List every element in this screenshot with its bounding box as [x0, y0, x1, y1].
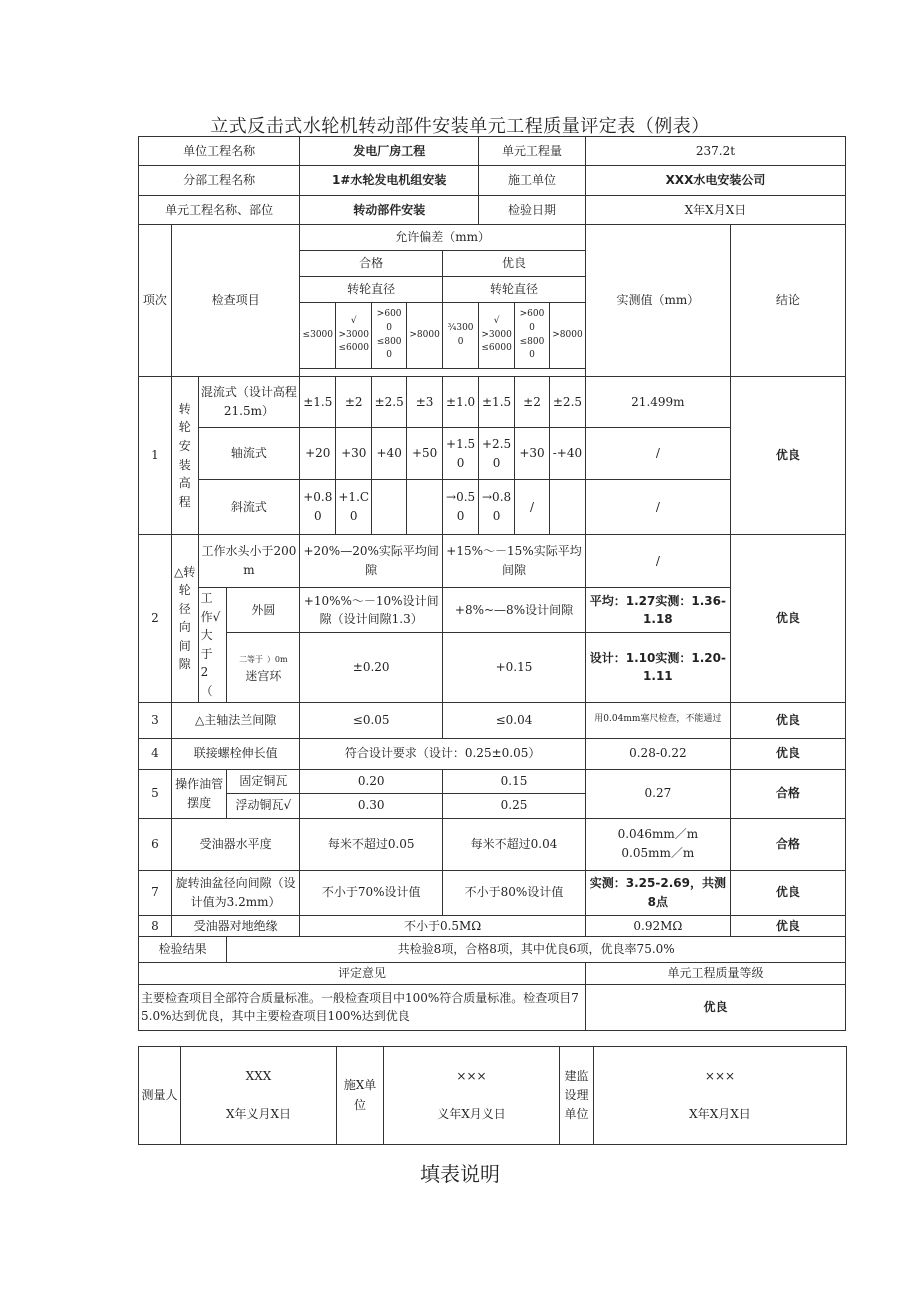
date-label: 检验日期	[479, 196, 586, 225]
r1-seq: 1	[139, 377, 172, 535]
r1b-q4: +50	[407, 428, 443, 480]
r2-labyrinth-measured: 设计：1.10实测：1.20-1.11	[585, 633, 730, 702]
contractor-signature: ××× 义年X月义日	[384, 1047, 560, 1145]
unit-project-value: 发电厂房工程	[300, 137, 479, 166]
r5-fixed-excellent: 0.15	[443, 769, 586, 793]
r7-name: 旋转油盆径向间隙（设计值为3.2mm）	[171, 870, 299, 915]
excellent-header: 优良	[443, 251, 586, 277]
contractor-value: XXX水电安装公司	[585, 166, 845, 196]
r1b-q3: +40	[372, 428, 407, 480]
r1b-e2: +2.50	[479, 428, 515, 480]
r7-qualified: 不小于70%设计值	[300, 870, 443, 915]
r2-labyrinth-excellent: +0.15	[443, 633, 586, 702]
opinion-text: 主要检查项目全部符合质量标准。一般检查项目中100%符合质量标准。检查项目75.0%达到优良，其中主要检查项目100%达到优良	[139, 984, 586, 1030]
r1c-e2: →0.80	[479, 480, 515, 535]
e-dia-4: >8000	[549, 303, 585, 369]
q-dia-4: >8000	[407, 303, 443, 369]
unit-project-label: 单位工程名称	[139, 137, 300, 166]
r1c-e4	[549, 480, 585, 535]
supervisor-sig-label: 建监设理单位	[560, 1047, 594, 1145]
r1-conclusion: 优良	[730, 377, 845, 535]
q-dia-1: ≤3000	[300, 303, 336, 369]
r2-outer-measured: 平均：1.27实测：1.36-1.18	[585, 588, 730, 633]
r5-fixed-qualified: 0.20	[300, 769, 443, 793]
r2-seq: 2	[139, 535, 172, 703]
r1a-e2: ±1.5	[479, 377, 515, 428]
r1-group: 转轮安装高程	[171, 377, 198, 535]
unit-quantity-label: 单元工程量	[479, 137, 586, 166]
footer-heading: 填表说明	[420, 1162, 500, 1186]
grade-value: 优良	[585, 984, 845, 1030]
r1c-q1: +0.80	[300, 480, 336, 535]
r1c-q3	[372, 480, 407, 535]
r5-fixed-name: 固定铜瓦	[227, 769, 300, 793]
r7-conclusion: 优良	[730, 870, 845, 915]
r6-conclusion: 合格	[730, 818, 845, 870]
r1b-e3: +30	[515, 428, 550, 480]
r4-name: 联接螺栓伸长值	[171, 738, 299, 769]
r2-sub-condition: 工作√ 大于 2 （	[198, 588, 227, 703]
r2-labyrinth-qualified: ±0.20	[300, 633, 443, 702]
r2-group: △转轮径向间隙	[171, 535, 198, 703]
r1c-measured: /	[585, 480, 730, 535]
r2-low-head-qualified: +20%—20%实际平均间隙	[300, 535, 443, 588]
e-dia-1: ¾3000	[443, 303, 479, 369]
e-dia-2: √ >3000 ≤6000	[479, 303, 515, 369]
allowed-deviation-header: 允许偏差（mm）	[300, 225, 586, 251]
r1b-measured: /	[585, 428, 730, 480]
r2-outer-qualified: +10%%～－10%设计间隙（设计间隙1.3）	[300, 588, 443, 633]
r1a-measured: 21.499m	[585, 377, 730, 428]
element-value: 转动部件安装	[300, 196, 479, 225]
r2-outer-excellent: +8%~—8%设计间隙	[443, 588, 586, 633]
r4-conclusion: 优良	[730, 738, 845, 769]
conclusion-header: 结论	[730, 225, 845, 377]
result-label: 检验结果	[139, 937, 227, 963]
opinion-label: 评定意见	[139, 963, 586, 985]
contractor-sig-label: 施X单位	[337, 1047, 384, 1145]
r3-excellent: ≤0.04	[443, 702, 586, 738]
r1c-q2: +1.C0	[336, 480, 372, 535]
result-value: 共检验8项，合格8项，其中优良6项，优良率75.0%	[227, 937, 846, 963]
qualified-runner-dia: 转轮直径	[300, 277, 443, 303]
r1a-e1: ±1.0	[443, 377, 479, 428]
signature-table	[138, 1046, 847, 1145]
q-dia-3: >6000 ≤8000	[372, 303, 407, 369]
r5-conclusion: 合格	[730, 769, 845, 818]
r7-excellent: 不小于80%设计值	[443, 870, 586, 915]
r7-seq: 7	[139, 870, 172, 915]
measured-header: 实测值（mm）	[585, 225, 730, 377]
r6-seq: 6	[139, 818, 172, 870]
r1b-e1: +1.50	[443, 428, 479, 480]
r1a-q2: ±2	[336, 377, 372, 428]
sub-project-value: 1#水轮发电机组安装	[300, 166, 479, 196]
r5-measured: 0.27	[585, 769, 730, 818]
r3-name: △主轴法兰间隙	[171, 702, 299, 738]
r8-conclusion: 优良	[730, 915, 845, 937]
r1-axial-flow: 轴流式	[198, 428, 300, 480]
r3-measured: 用0.04mm塞尺检查，不能通过	[585, 702, 730, 738]
r1a-q1: ±1.5	[300, 377, 336, 428]
r6-name: 受油器水平度	[171, 818, 299, 870]
measurer-label: 测量人	[139, 1047, 181, 1145]
r1a-e4: ±2.5	[549, 377, 585, 428]
form-title: 立式反击式水轮机转动部件安装单元工程质量评定表（例表）	[210, 116, 710, 137]
excellent-runner-dia: 转轮直径	[443, 277, 586, 303]
r4-measured: 0.28-0.22	[585, 738, 730, 769]
r5-group: 操作油管摆度	[171, 769, 226, 818]
r7-measured: 实测：3.25-2.69，共测8点	[585, 870, 730, 915]
r3-seq: 3	[139, 702, 172, 738]
r6-measured: 0.046mm／m 0.05mm／m	[585, 818, 730, 870]
sub-project-label: 分部工程名称	[139, 166, 300, 196]
e-dia-3: >6000 ≤8000	[515, 303, 550, 369]
grade-label: 单元工程质量等级	[585, 963, 845, 985]
r1b-e4: -+40	[549, 428, 585, 480]
r1a-q3: ±2.5	[372, 377, 407, 428]
r5-floating-name: 浮动铜瓦√	[227, 793, 300, 818]
item-header: 检查项目	[171, 225, 299, 377]
measurer-signature: XXX X年义月X日	[181, 1047, 337, 1145]
r6-qualified: 每米不超过0.05	[300, 818, 443, 870]
r8-requirement: 不小于0.5MΩ	[300, 915, 586, 937]
supervisor-signature: ××× X年X月X日	[594, 1047, 847, 1145]
r1a-q4: ±3	[407, 377, 443, 428]
r2-outer-label: 外圆	[227, 588, 300, 633]
quality-assessment-table	[138, 136, 846, 1031]
contractor-label: 施工单位	[479, 166, 586, 196]
q-dia-2: √ >3000 ≤6000	[336, 303, 372, 369]
r8-seq: 8	[139, 915, 172, 937]
r1-mixed-flow: 混流式（设计高程21.5m）	[198, 377, 300, 428]
r4-seq: 4	[139, 738, 172, 769]
element-label: 单元工程名称、部位	[139, 196, 300, 225]
r5-floating-qualified: 0.30	[300, 793, 443, 818]
qualified-header: 合格	[300, 251, 443, 277]
r3-qualified: ≤0.05	[300, 702, 443, 738]
r6-excellent: 每米不超过0.04	[443, 818, 586, 870]
r2-low-head: 工作水头小于200m	[198, 535, 300, 588]
r2-labyrinth-label: 二等于 ）0m 迷宫环	[227, 633, 300, 702]
r1b-q1: +20	[300, 428, 336, 480]
r2-low-head-measured: /	[585, 535, 730, 588]
r1a-e3: ±2	[515, 377, 550, 428]
r1c-e3: /	[515, 480, 550, 535]
r2-conclusion: 优良	[730, 535, 845, 703]
r2-low-head-excellent: +15%～－15%实际平均间隙	[443, 535, 586, 588]
seq-header: 项次	[139, 225, 172, 377]
date-value: X年X月X日	[585, 196, 845, 225]
r1c-e1: →0.50	[443, 480, 479, 535]
r8-name: 受油器对地绝缘	[171, 915, 299, 937]
r1-diagonal-flow: 斜流式	[198, 480, 300, 535]
r8-measured: 0.92MΩ	[585, 915, 730, 937]
r5-floating-excellent: 0.25	[443, 793, 586, 818]
r4-requirement: 符合设计要求（设计：0.25±0.05）	[300, 738, 586, 769]
unit-quantity-value: 237.2t	[585, 137, 845, 166]
r1b-q2: +30	[336, 428, 372, 480]
r5-seq: 5	[139, 769, 172, 818]
r3-conclusion: 优良	[730, 702, 845, 738]
r1c-q4	[407, 480, 443, 535]
